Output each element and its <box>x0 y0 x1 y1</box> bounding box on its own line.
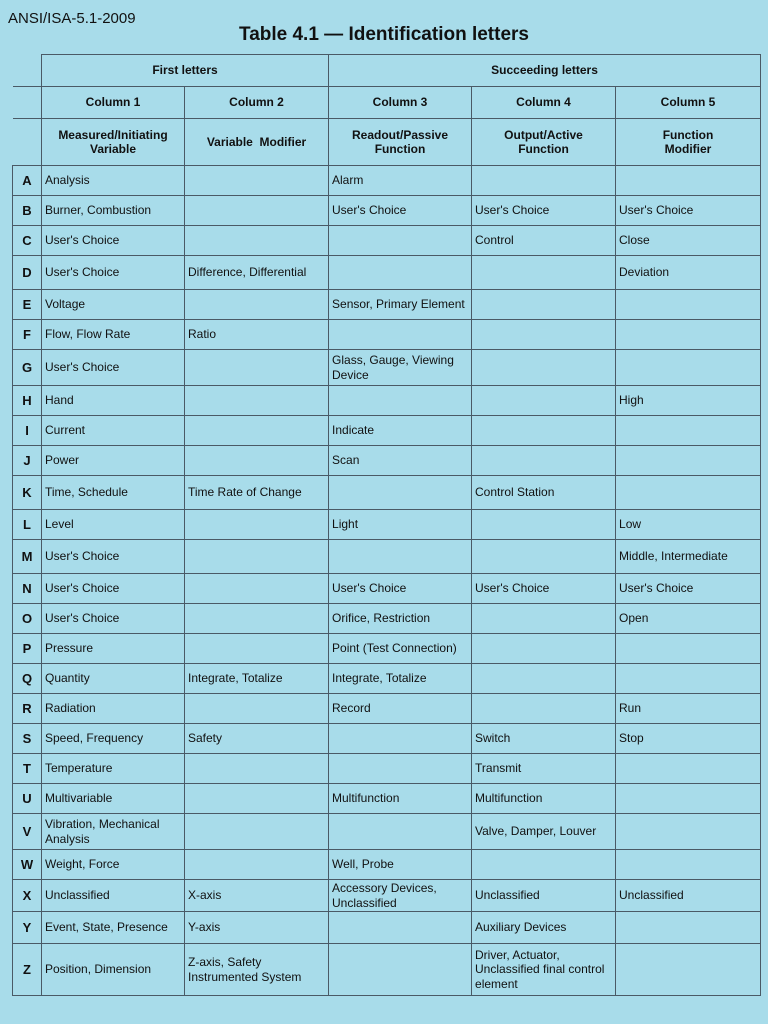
cell-c4: User's Choice <box>472 196 616 226</box>
cell-c2 <box>185 446 329 476</box>
cell-c2: Z-axis, Safety Instrumented System <box>185 944 329 996</box>
cell-c2 <box>185 784 329 814</box>
cell-c2 <box>185 290 329 320</box>
cell-c3 <box>329 226 472 256</box>
table-row <box>13 850 761 880</box>
cell-c4 <box>472 256 616 290</box>
cell-c1: Unclassified <box>42 880 185 912</box>
cell-c4 <box>472 510 616 540</box>
table-row <box>13 226 761 256</box>
cell-c4: Unclassified <box>472 880 616 912</box>
column-header: Column 3 <box>329 87 472 119</box>
cell-c4 <box>472 350 616 386</box>
cell-c5: Close <box>616 226 761 256</box>
cell-c4 <box>472 320 616 350</box>
row-letter: X <box>13 880 42 912</box>
cell-c5 <box>616 634 761 664</box>
identification-letters-table <box>12 54 761 996</box>
cell-c4 <box>472 290 616 320</box>
row-letter: V <box>13 814 42 850</box>
row-letter: U <box>13 784 42 814</box>
cell-c3: Scan <box>329 446 472 476</box>
cell-c1: Time, Schedule <box>42 476 185 510</box>
cell-c4 <box>472 540 616 574</box>
cell-c3: Point (Test Connection) <box>329 634 472 664</box>
cell-c1: User's Choice <box>42 574 185 604</box>
corner-cell <box>13 55 42 87</box>
cell-c4: Valve, Damper, Louver <box>472 814 616 850</box>
row-letter: I <box>13 416 42 446</box>
table-row <box>13 510 761 540</box>
cell-c5: Run <box>616 694 761 724</box>
cell-c1: User's Choice <box>42 540 185 574</box>
table-row <box>13 664 761 694</box>
cell-c5: Open <box>616 604 761 634</box>
standard-reference: ANSI/ISA-5.1-2009 <box>8 10 136 27</box>
cell-c1: Level <box>42 510 185 540</box>
cell-c2 <box>185 754 329 784</box>
row-letter: W <box>13 850 42 880</box>
cell-c1: Burner, Combustion <box>42 196 185 226</box>
table-row <box>13 290 761 320</box>
row-letter: C <box>13 226 42 256</box>
corner-cell <box>13 87 42 119</box>
cell-c2: Time Rate of Change <box>185 476 329 510</box>
table-row <box>13 350 761 386</box>
cell-c1: Quantity <box>42 664 185 694</box>
cell-c3: Record <box>329 694 472 724</box>
cell-c3: Sensor, Primary Element <box>329 290 472 320</box>
row-letter: T <box>13 754 42 784</box>
column-header: Column 1 <box>42 87 185 119</box>
cell-c3: Multifunction <box>329 784 472 814</box>
cell-c5 <box>616 754 761 784</box>
row-letter: Y <box>13 912 42 944</box>
cell-c1: Speed, Frequency <box>42 724 185 754</box>
row-letter: Z <box>13 944 42 996</box>
cell-c2 <box>185 634 329 664</box>
cell-c5: Middle, Intermediate <box>616 540 761 574</box>
cell-c3 <box>329 320 472 350</box>
cell-c2 <box>185 814 329 850</box>
table-row <box>13 754 761 784</box>
cell-c4 <box>472 166 616 196</box>
row-letter: R <box>13 694 42 724</box>
cell-c2 <box>185 416 329 446</box>
cell-c5 <box>616 416 761 446</box>
row-letter: L <box>13 510 42 540</box>
row-letter: J <box>13 446 42 476</box>
cell-c3 <box>329 814 472 850</box>
cell-c1: Analysis <box>42 166 185 196</box>
table-row <box>13 416 761 446</box>
cell-c5 <box>616 850 761 880</box>
cell-c1: Power <box>42 446 185 476</box>
cell-c5 <box>616 814 761 850</box>
cell-c1: Radiation <box>42 694 185 724</box>
cell-c5: High <box>616 386 761 416</box>
cell-c1: Pressure <box>42 634 185 664</box>
column-description: Readout/Passive Function <box>329 119 472 166</box>
table-row <box>13 694 761 724</box>
cell-c2 <box>185 540 329 574</box>
cell-c3 <box>329 256 472 290</box>
cell-c3: Alarm <box>329 166 472 196</box>
cell-c5 <box>616 446 761 476</box>
cell-c2: Safety <box>185 724 329 754</box>
cell-c4: Auxiliary Devices <box>472 912 616 944</box>
table-body <box>13 166 761 996</box>
column-header: Column 4 <box>472 87 616 119</box>
cell-c3: Integrate, Totalize <box>329 664 472 694</box>
row-letter: B <box>13 196 42 226</box>
table-row <box>13 604 761 634</box>
cell-c4 <box>472 446 616 476</box>
cell-c2 <box>185 196 329 226</box>
cell-c3 <box>329 912 472 944</box>
row-letter: K <box>13 476 42 510</box>
column-header: Column 5 <box>616 87 761 119</box>
row-letter: D <box>13 256 42 290</box>
cell-c1: Weight, Force <box>42 850 185 880</box>
table-row <box>13 320 761 350</box>
cell-c3: User's Choice <box>329 574 472 604</box>
table-row <box>13 166 761 196</box>
cell-c2 <box>185 226 329 256</box>
row-letter: A <box>13 166 42 196</box>
row-letter: H <box>13 386 42 416</box>
cell-c1: Position, Dimension <box>42 944 185 996</box>
column-description: Output/Active Function <box>472 119 616 166</box>
cell-c5 <box>616 476 761 510</box>
cell-c1: Multivariable <box>42 784 185 814</box>
table-row <box>13 196 761 226</box>
cell-c4 <box>472 634 616 664</box>
cell-c3: Well, Probe <box>329 850 472 880</box>
cell-c4: Transmit <box>472 754 616 784</box>
row-letter: N <box>13 574 42 604</box>
cell-c1: Current <box>42 416 185 446</box>
row-letter: F <box>13 320 42 350</box>
cell-c3 <box>329 386 472 416</box>
row-letter: O <box>13 604 42 634</box>
cell-c2 <box>185 350 329 386</box>
cell-c3: User's Choice <box>329 196 472 226</box>
cell-c1: Event, State, Presence <box>42 912 185 944</box>
cell-c4 <box>472 664 616 694</box>
cell-c5: Low <box>616 510 761 540</box>
cell-c1: Temperature <box>42 754 185 784</box>
cell-c3: Light <box>329 510 472 540</box>
cell-c5 <box>616 290 761 320</box>
cell-c5: User's Choice <box>616 196 761 226</box>
cell-c1: Hand <box>42 386 185 416</box>
table-row <box>13 724 761 754</box>
cell-c3: Indicate <box>329 416 472 446</box>
cell-c5: Stop <box>616 724 761 754</box>
cell-c2 <box>185 850 329 880</box>
cell-c5 <box>616 350 761 386</box>
table-row <box>13 880 761 912</box>
column-description: Function Modifier <box>616 119 761 166</box>
cell-c2: Y-axis <box>185 912 329 944</box>
cell-c1: Flow, Flow Rate <box>42 320 185 350</box>
cell-c5 <box>616 320 761 350</box>
cell-c5 <box>616 664 761 694</box>
cell-c4: Control Station <box>472 476 616 510</box>
corner-cell <box>13 119 42 166</box>
cell-c5 <box>616 166 761 196</box>
cell-c2: Difference, Differential <box>185 256 329 290</box>
cell-c4: Driver, Actuator, Unclassified final control element <box>472 944 616 996</box>
group-header-first: First letters <box>42 55 329 87</box>
cell-c5: User's Choice <box>616 574 761 604</box>
cell-c4: Multifunction <box>472 784 616 814</box>
row-letter: E <box>13 290 42 320</box>
cell-c3 <box>329 540 472 574</box>
table-row <box>13 574 761 604</box>
cell-c4 <box>472 850 616 880</box>
cell-c3: Accessory Devices, Unclassified <box>329 880 472 912</box>
table-row <box>13 476 761 510</box>
cell-c5: Unclassified <box>616 880 761 912</box>
cell-c4: Control <box>472 226 616 256</box>
column-description: Measured/Initiating Variable <box>42 119 185 166</box>
column-description: Variable Modifier <box>185 119 329 166</box>
cell-c2 <box>185 604 329 634</box>
cell-c2 <box>185 166 329 196</box>
cell-c5 <box>616 944 761 996</box>
table-row <box>13 814 761 850</box>
row-letter: M <box>13 540 42 574</box>
cell-c2: Ratio <box>185 320 329 350</box>
row-letter: P <box>13 634 42 664</box>
cell-c4: User's Choice <box>472 574 616 604</box>
cell-c1: Voltage <box>42 290 185 320</box>
cell-c1: User's Choice <box>42 256 185 290</box>
cell-c2 <box>185 510 329 540</box>
group-header-succeeding: Succeeding letters <box>329 55 761 87</box>
cell-c5: Deviation <box>616 256 761 290</box>
cell-c2: Integrate, Totalize <box>185 664 329 694</box>
table-row <box>13 540 761 574</box>
table-row <box>13 446 761 476</box>
cell-c4 <box>472 386 616 416</box>
cell-c1: User's Choice <box>42 604 185 634</box>
cell-c1: User's Choice <box>42 226 185 256</box>
cell-c2 <box>185 694 329 724</box>
row-letter: S <box>13 724 42 754</box>
table-row <box>13 784 761 814</box>
cell-c4 <box>472 694 616 724</box>
cell-c3 <box>329 724 472 754</box>
cell-c3: Orifice, Restriction <box>329 604 472 634</box>
cell-c3 <box>329 754 472 784</box>
cell-c5 <box>616 912 761 944</box>
cell-c1: Vibration, Mechanical Analysis <box>42 814 185 850</box>
cell-c3 <box>329 476 472 510</box>
table-row <box>13 912 761 944</box>
cell-c3: Glass, Gauge, Viewing Device <box>329 350 472 386</box>
table-row <box>13 944 761 996</box>
cell-c2: X-axis <box>185 880 329 912</box>
table-row <box>13 386 761 416</box>
column-header: Column 2 <box>185 87 329 119</box>
row-letter: G <box>13 350 42 386</box>
cell-c4: Switch <box>472 724 616 754</box>
table-row <box>13 634 761 664</box>
table-title: Table 4.1 — Identification letters <box>239 24 529 45</box>
cell-c1: User's Choice <box>42 350 185 386</box>
cell-c4 <box>472 604 616 634</box>
cell-c3 <box>329 944 472 996</box>
table-row <box>13 256 761 290</box>
row-letter: Q <box>13 664 42 694</box>
cell-c2 <box>185 574 329 604</box>
cell-c5 <box>616 784 761 814</box>
cell-c2 <box>185 386 329 416</box>
cell-c4 <box>472 416 616 446</box>
